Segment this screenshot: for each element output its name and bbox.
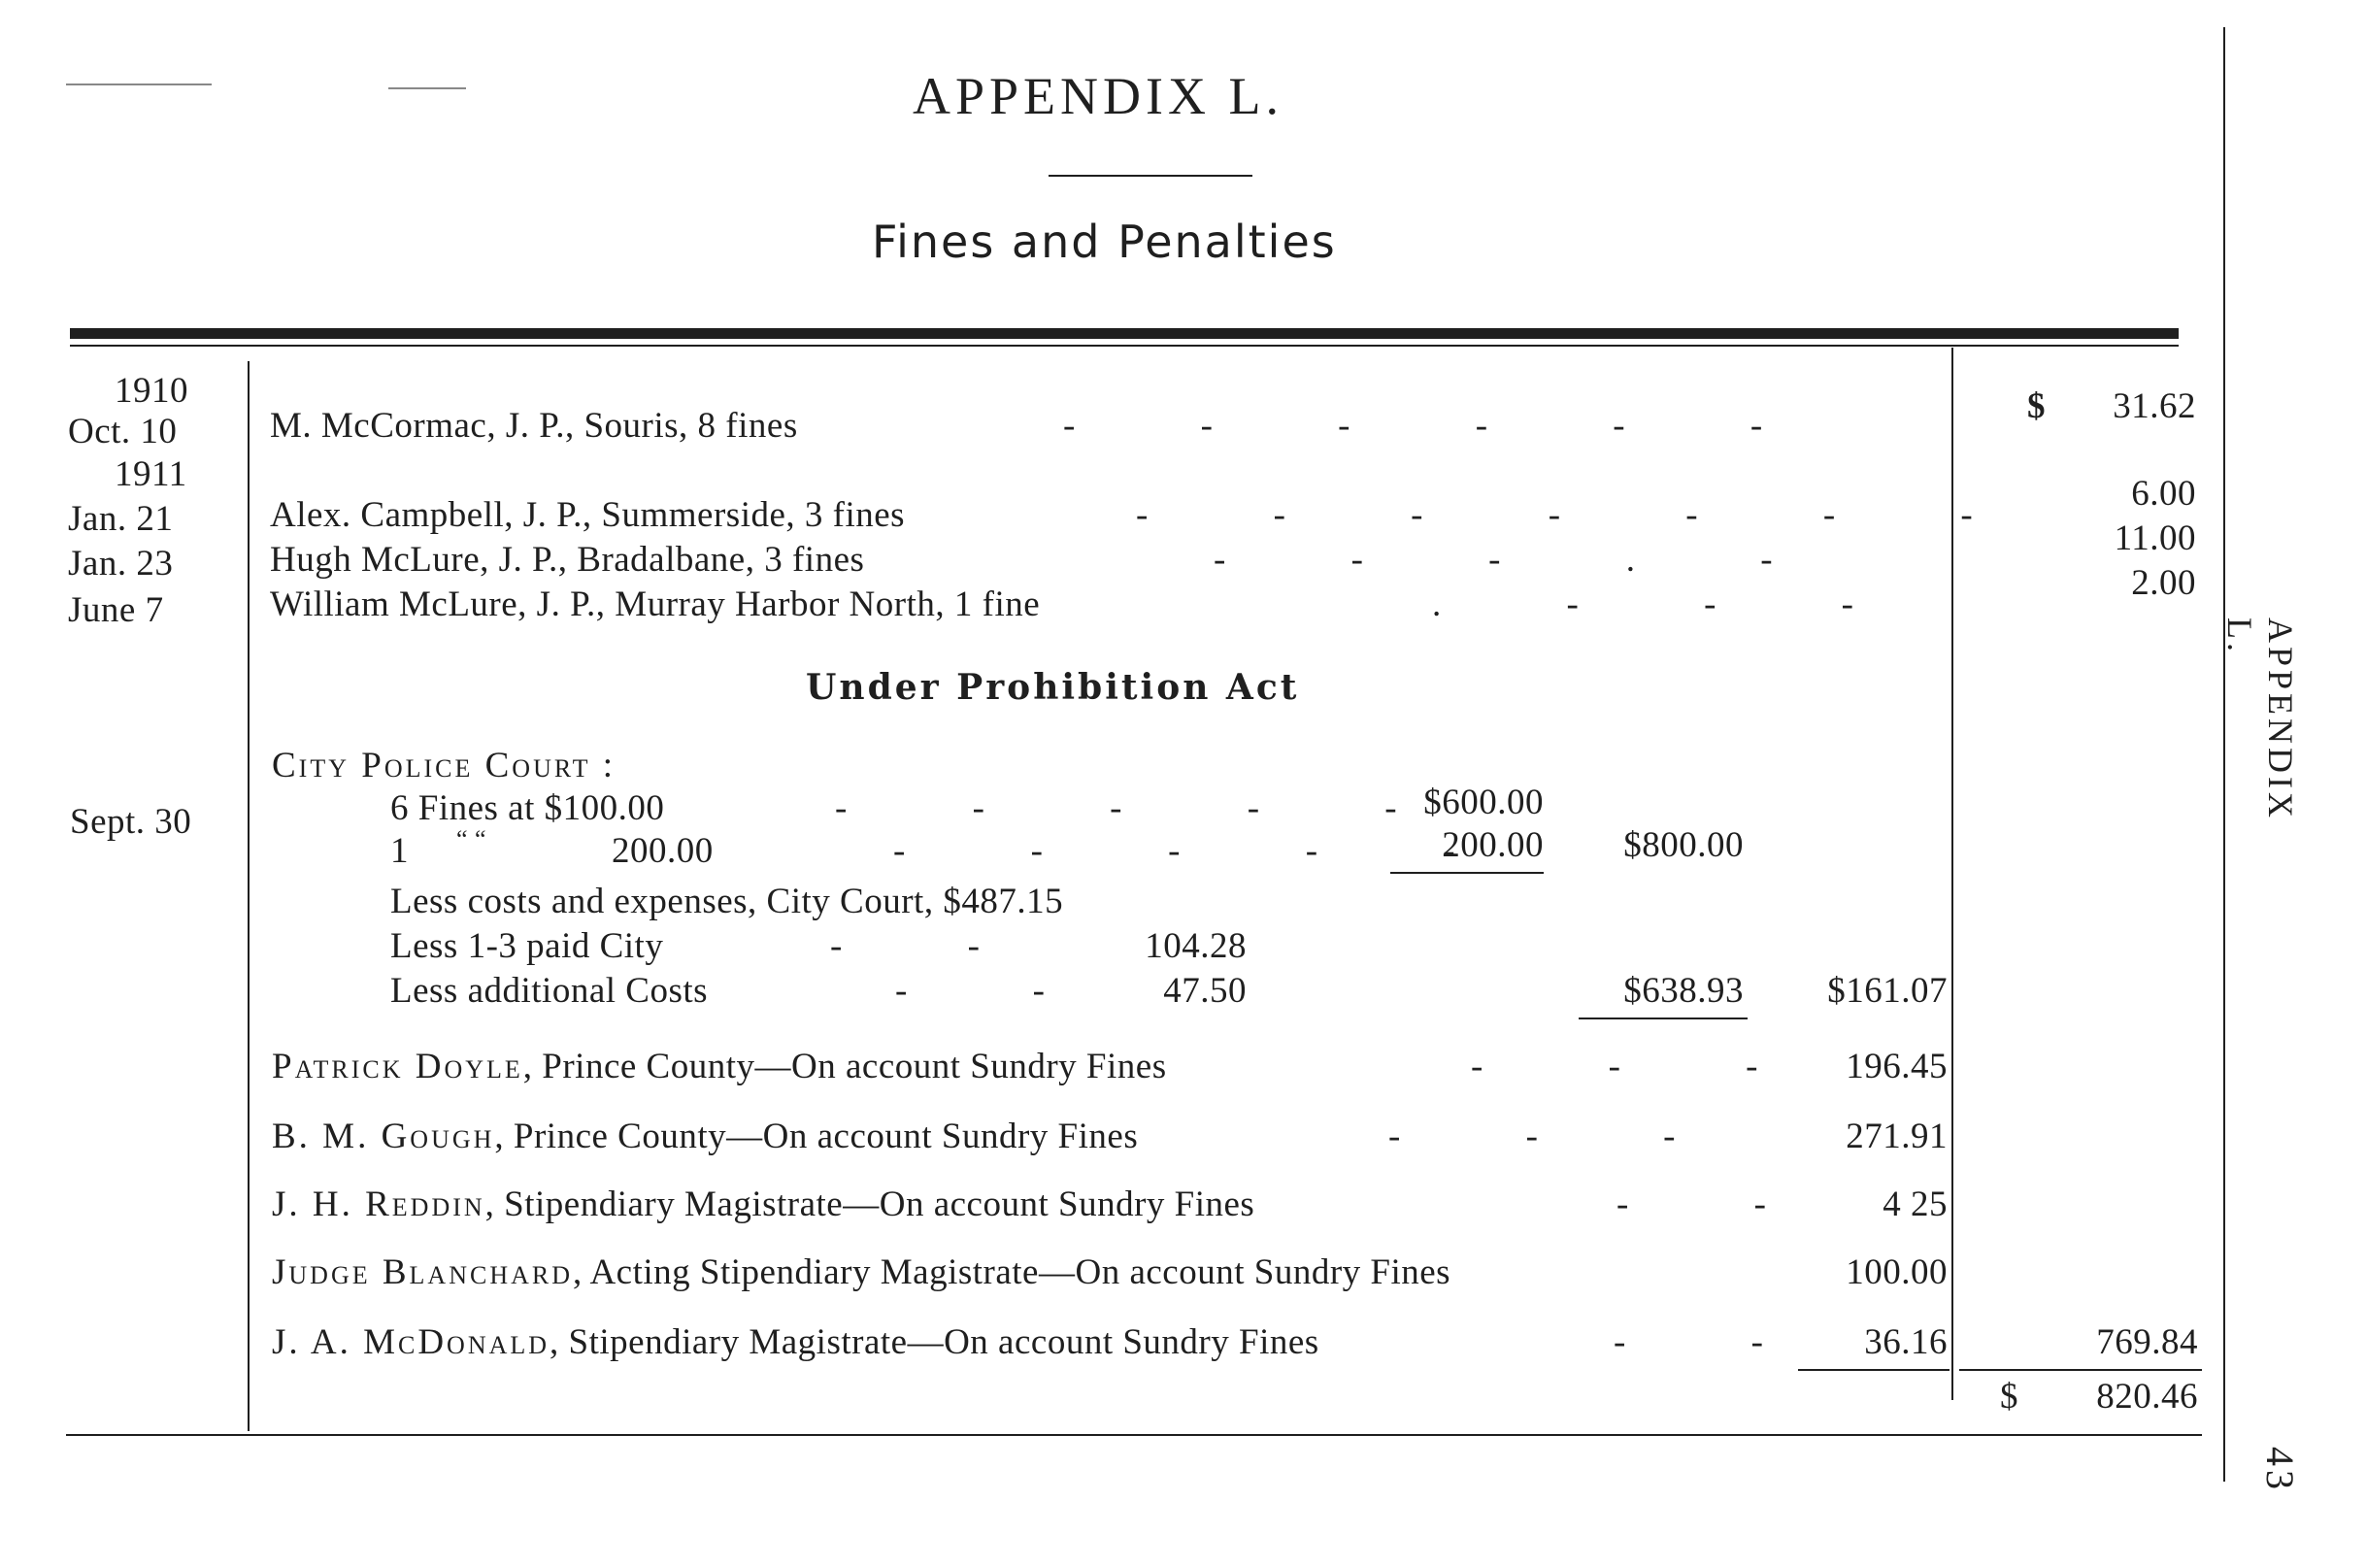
sundry-entry bbox=[272, 1186, 1254, 1222]
leader-dashes: - - - . - bbox=[1214, 540, 1773, 580]
fine-line-description: 200.00 bbox=[612, 831, 714, 871]
deduction-line: Less additional Costs bbox=[390, 971, 709, 1011]
leader-dashes: - - - - - - - bbox=[1136, 495, 1973, 535]
date-year: 1910 bbox=[115, 371, 188, 411]
sundry-name: B. M. Gough bbox=[272, 1117, 495, 1156]
ditto-marks: “ “ bbox=[456, 825, 487, 853]
entry-description: William McLure, J. P., Murray Harbor North, 1 fine bbox=[270, 584, 1041, 624]
sundry-entry bbox=[272, 1324, 1319, 1360]
leader-dashes: - - - - - bbox=[893, 831, 1455, 871]
leader-dashes: - - bbox=[830, 926, 980, 966]
entry-amount: 6.00 bbox=[2131, 474, 2196, 514]
sundry-description: , Prince County—On account Sundry Fines bbox=[494, 1117, 1139, 1156]
sundry-name: J. H. Reddin bbox=[272, 1184, 485, 1224]
sum-rule bbox=[1579, 1018, 1748, 1019]
entry-date: June 7 bbox=[68, 590, 164, 630]
section-heading: Under Prohibition Act bbox=[806, 667, 1300, 708]
entry-amount: 2.00 bbox=[2131, 563, 2196, 603]
fine-line-description: 6 Fines at $100.00 bbox=[390, 788, 665, 828]
sundry-total: 769.84 bbox=[2096, 1322, 2198, 1362]
sundry-description: , Acting Stipendiary Magistrate—On account Sundry Fines bbox=[573, 1252, 1451, 1292]
table-top-rule-thin bbox=[70, 345, 2179, 347]
deduction-line: Less costs and expenses, City Court, $487.15 bbox=[390, 882, 1064, 921]
date-year: 1911 bbox=[115, 454, 187, 494]
sundry-name: J. A. McDonald bbox=[272, 1322, 550, 1362]
sundry-name: Patrick Doyle bbox=[272, 1047, 523, 1086]
deductions-total: $638.93 bbox=[1623, 971, 1744, 1011]
entry-date: Jan. 23 bbox=[68, 544, 174, 584]
sundry-description: , Prince County—On account Sundry Fines bbox=[522, 1047, 1167, 1086]
fine-line-amount: 200.00 bbox=[1442, 825, 1544, 865]
page-title: APPENDIX L. bbox=[913, 67, 1284, 125]
sundry-name: Judge Blanchard bbox=[272, 1252, 573, 1292]
fine-line-amount: $600.00 bbox=[1423, 783, 1544, 822]
sundry-description: , Stipendiary Magistrate—On account Sundry Fines bbox=[550, 1322, 1319, 1362]
net-amount: $161.07 bbox=[1827, 971, 1948, 1011]
entry-date: Jan. 21 bbox=[68, 499, 174, 539]
title-rule bbox=[1049, 175, 1252, 177]
leader-dashes: - - - - - - bbox=[1063, 406, 1763, 446]
entry-description: Hugh McLure, J. P., Bradalbane, 3 fines bbox=[270, 540, 865, 580]
page-subtitle: Fines and Penalties bbox=[872, 216, 1337, 268]
sum-rule bbox=[1390, 872, 1544, 874]
leader-dashes: - - - - - bbox=[835, 788, 1397, 828]
sundry-amount: 100.00 bbox=[1846, 1252, 1948, 1292]
leader-dashes: - - bbox=[895, 971, 1045, 1011]
table-bottom-rule bbox=[66, 1434, 2202, 1436]
page-number: 43 bbox=[2258, 1447, 2302, 1493]
fine-count: 1 bbox=[390, 831, 409, 871]
sundry-entry bbox=[272, 1049, 1167, 1084]
sundry-amount: 4 25 bbox=[1883, 1184, 1948, 1224]
gross-total: $800.00 bbox=[1623, 825, 1744, 865]
sundry-amount: 271.91 bbox=[1846, 1117, 1948, 1156]
leader-dashes: . - - - bbox=[1432, 584, 1853, 624]
leader-dashes: - - - bbox=[1388, 1117, 1676, 1156]
entry-description: Alex. Campbell, J. P., Summerside, 3 fines bbox=[270, 495, 906, 535]
scan-mark bbox=[388, 87, 466, 89]
leader-dashes: - - bbox=[1614, 1322, 1763, 1362]
sundry-amount: 36.16 bbox=[1864, 1322, 1948, 1362]
court-name: City Police Court : bbox=[272, 746, 616, 785]
currency-sign: $ bbox=[2027, 386, 2046, 426]
deduction-amount: 104.28 bbox=[1145, 926, 1247, 966]
entry-description: M. McCormac, J. P., Souris, 8 fines bbox=[270, 406, 798, 446]
deduction-line: Less 1-3 paid City bbox=[390, 926, 664, 966]
entry-amount: 11.00 bbox=[2114, 518, 2196, 558]
currency-sign: $ bbox=[2000, 1377, 2018, 1417]
entry-date: Oct. 10 bbox=[68, 412, 178, 451]
table-top-rule bbox=[70, 328, 2179, 339]
sum-rule bbox=[1959, 1369, 2202, 1371]
sundry-description: , Stipendiary Magistrate—On account Sundry Fines bbox=[484, 1184, 1255, 1224]
entry-date: Sept. 30 bbox=[70, 802, 192, 842]
leader-dashes: - - - bbox=[1471, 1047, 1758, 1086]
scan-mark bbox=[66, 83, 212, 85]
grand-total: 820.46 bbox=[2096, 1377, 2198, 1417]
sundry-amount: 196.45 bbox=[1846, 1047, 1948, 1086]
sundry-entry bbox=[272, 1118, 1138, 1154]
leader-dashes: - - bbox=[1616, 1184, 1766, 1224]
date-column-rule bbox=[248, 361, 250, 1431]
deduction-amount: 47.50 bbox=[1163, 971, 1247, 1011]
sundry-entry bbox=[272, 1254, 1450, 1290]
sum-rule bbox=[1798, 1369, 1949, 1371]
side-running-head: APPENDIX L. bbox=[2220, 617, 2300, 822]
entry-amount: 31.62 bbox=[2113, 386, 2196, 426]
